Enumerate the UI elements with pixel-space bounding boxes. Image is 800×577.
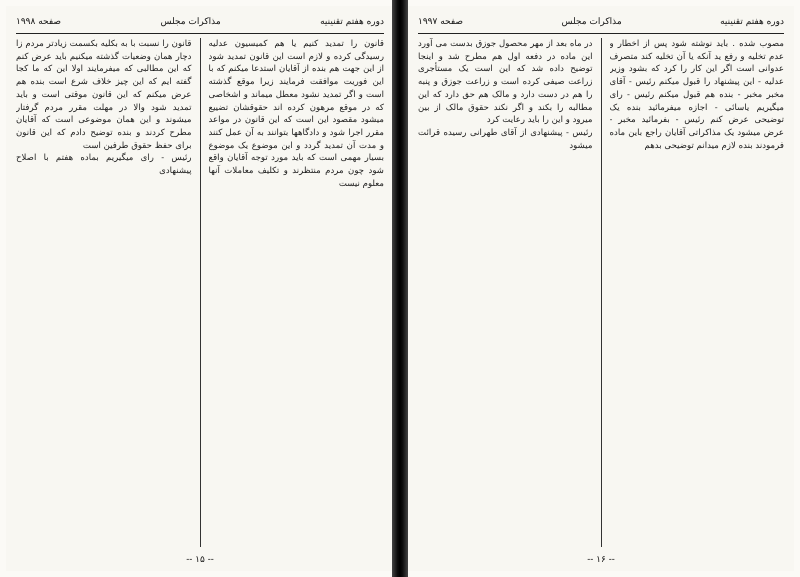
column-divider	[601, 38, 602, 547]
right-header-session: دوره هفتم تقنینیه	[720, 17, 784, 27]
book-gutter	[392, 0, 408, 577]
left-page-column-right	[209, 38, 385, 547]
right-page-number: -- ۱۶ --	[587, 555, 615, 565]
right-header-page: صفحه ۱۹۹۷	[418, 17, 464, 27]
right-col-left-speaker: رئیس - پیشنهادی از آقای طهرانی رسیده قرائت میشود	[418, 127, 593, 151]
left-header-session: دوره هفتم تقنینیه	[320, 17, 384, 27]
column-divider	[200, 38, 201, 547]
right-page	[408, 6, 794, 571]
left-page-header	[16, 14, 384, 30]
right-page-header	[418, 14, 784, 30]
left-header-title: مذاکرات مجلس	[160, 17, 221, 27]
left-header-page: صفحه ۱۹۹۸	[16, 17, 62, 27]
right-header-title: مذاکرات مجلس	[561, 17, 622, 27]
left-header-rule	[16, 33, 384, 34]
left-col-left-text: قانون را نسبت با به بکلیه بکسمت زیادتر مردم زا دچار همان وضعیات گذشته میکنیم باید عرض کنم که این مطالبی که میفرمایند اولا این که ما کجا گفته ایم که این چیز خلاف شرع است بنده هم عرض میکنم که این قانون موقتی است و باید تمدید شود والا در مهلت مقرر مردم گرفتار میشوند و این همان موضوعی است که آقایان مطرح کردند و بنده توضیح دادم که این قانون برای حفظ حقوق طرفین است	[16, 39, 192, 151]
right-page-column-right	[610, 38, 785, 547]
left-page-columns	[16, 38, 384, 547]
left-page	[6, 6, 394, 571]
right-header-rule	[418, 33, 784, 34]
right-page-column-left	[418, 38, 593, 547]
left-col-left-speaker: رئیس - رای میگیریم بماده هفتم با اصلاح پیشنهادی	[16, 153, 192, 177]
right-col-left-text: در ماه بعد از مهر محصول جوزق بدست می آورد این ماده در دفعه اول هم مطرح شد و اینجا توضیح داده شد که این است یک مستأجری زراعت صیفی کرده است و زراعت جوزق و پنبه را هم در دست دارد و مالک هم حق دارد که این مطالبه را بکند و اگر نکند حقوق مالک از بین میرود و این را باید رعایت کرد	[418, 39, 593, 126]
right-page-columns	[418, 38, 784, 547]
left-page-column-left	[16, 38, 192, 547]
left-page-number: -- ۱۵ --	[186, 555, 214, 565]
right-col-right-text: مصوب شده . باید نوشته شود پس از اخطار و عدم تخلیه و رفع ید آنکه یا آن تخلیه کند متصرف عدوانی است اگر این کار را کرد که بشود وزیر عدلیه - این پیشنهاد را قبول میکنم رئیس - آقای مخبر مخبر - بنده هم قبول میکنم رئیس - رای میگیریم یاسائی - اجازه میفرمائید بنده یک توضیحی عرض کنم رئیس - بفرمائید مخبر - عرض میشود یک مذاکراتی آقایان راجع باین ماده فرمودند بنده لازم میدانم توضیحی بدهم	[609, 39, 784, 151]
left-col-right-text: قانون را تمدید کنیم یا هم کمیسیون عدلیه رسیدگی کرده و لازم است این قانون تمدید شود از این جهت هم بنده از آقایان استدعا میکنم که با این فوریت موافقت فرمایند زیرا موقع گذشته است و اگر تمدید نشود معطل میماند و اشخاصی که در موقع مرهون کرده اند حقوقشان تضییع میشود مقصود این است که این قانون در مواعد مقرر اجرا شود و دادگاهها بتوانند به آن عمل کنند و مدت آن تمدید گردد و این موضوع یک موضوع بسیار مهمی است که باید مورد توجه آقایان واقع شود چون مردم منتظرند و تکلیف معاملات آنها معلوم نیست	[208, 39, 384, 189]
